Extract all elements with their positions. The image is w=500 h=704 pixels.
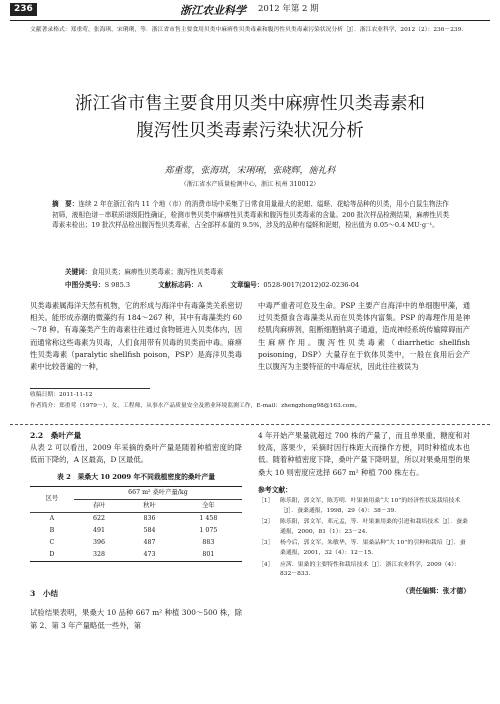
- table-cell: A: [49, 514, 55, 522]
- reference-number: ［4］: [258, 561, 274, 568]
- affiliation: （浙江省水产质量检测中心，浙江 杭州 310012）: [180, 181, 320, 188]
- table-subheader-autumn: 秋叶: [143, 501, 156, 509]
- abstract-label: 摘 要：: [52, 200, 79, 208]
- table-cell: 1 458: [199, 514, 218, 522]
- left-bottom-column: [30, 430, 242, 632]
- abstract-text: 连续 2 年在浙江省内 11 个地（市）的消费市场中采集了日常食用量最大的泥蚶、缢蛏、花蛤等品种的贝类，用小白鼠生物法作初筛，液相色谱－串联质谱级阳性确证，检测市售贝类中麻痹性贝类毒素和腹泻性贝类毒素的含量。200 批次样品检测结果，麻痹性贝类毒素未检出；19 批次样品检出腹泻性贝类毒素，占全部样本量的 9.5%，涉及的品种有缢蛏和泥蚶，检出值为 0.05～0.4 MU·g⁻¹。: [52, 200, 450, 230]
- responsible-editor: （责任编辑：张才德）: [402, 586, 470, 595]
- reference-text: 陈乐阳，郭文军，邓元孟，等．叶果兼用桑的引进和栽培技术［J］．蚕桑通报，2000，81（1）：23－24.: [280, 519, 468, 535]
- clc-number: [65, 280, 130, 290]
- table-cell: 622: [93, 514, 106, 522]
- table-cell: 396: [93, 538, 106, 546]
- doc-value: A: [197, 281, 203, 289]
- citation-format: 文献著录格式：郑重莺，张海琪，宋琍琍，等．浙江省市售主要食用贝类中麻痹性贝类毒素和腹泻性贝类毒素污染状况分析［J］．浙江农业科学，2012（2）：236－239.: [30, 27, 464, 33]
- issue-label: 2012 年第 2 期: [258, 4, 319, 14]
- abstract: [52, 199, 452, 231]
- table-subheader-annual: 全年: [202, 501, 215, 509]
- table-cell: 491: [93, 526, 106, 534]
- references-heading: 参考文献：: [258, 485, 292, 494]
- table-2-caption: 表 2 果桑大 10 2009 年不同栽植密度的桑叶产量: [56, 473, 216, 482]
- page-number: 236: [10, 3, 37, 16]
- table-cell: 1 075: [199, 526, 218, 534]
- table-row: [30, 537, 242, 549]
- header-rule: [10, 20, 490, 21]
- footnote-author-bio: 作者简介：郑重莺（1979－），女，工程师，从事水产品质量安全及渔业环境监测工作，E-mail：zhengzhong98@163.com。: [30, 403, 361, 409]
- reference-number: ［2］: [258, 519, 274, 526]
- article-title-line-1: 浙江省市售主要食用贝类中麻痹性贝类毒素和: [75, 94, 425, 114]
- reference-number: ［3］: [258, 540, 274, 547]
- footnote-received: 收稿日期：2011-11-12: [30, 392, 93, 398]
- doc-label: 文献标志码：: [158, 281, 198, 289]
- reference-text: 杨今后，郭文军，朱敏华，等．果桑品种“大 10”的引种和栽培［J］．蚕桑通报，2001，32（4）：12－15.: [280, 540, 466, 557]
- footnote-rule: [30, 388, 150, 389]
- keywords: [65, 267, 465, 277]
- intro-left-column: 贝类毒素属海洋天然有机物，它的形成与海洋中有毒藻类关系密切相关。能形成赤潮的微藻约有 184～267 种，其中有毒藻类约 60～78 种。有毒藻类产生的毒素往往通过食物链进入贝类体内，因而通常称这些毒素为贝毒，人们食用带有贝毒的贝类而中毒。麻痹性贝类毒素（paralytic shellfish poison，PSP）是海洋贝类毒素中比较普遍的一种，: [30, 301, 242, 371]
- table-cell: D: [49, 550, 55, 558]
- reference-number: ［1］: [258, 498, 274, 505]
- keywords-text: 食用贝类；麻痹性贝类毒素；腹泻性贝类毒素: [91, 268, 224, 276]
- table-cell: 883: [202, 538, 215, 546]
- clc-label: 中图分类号：: [65, 281, 105, 289]
- article-separator: [10, 424, 490, 425]
- section-2-2-text: 从表 2 可以看出，2009 年采摘的桑叶产量是随着种植密度的降低而下降的，A 区最高，D 区最低。: [30, 442, 242, 464]
- table-cell: 328: [93, 550, 106, 558]
- running-header: [0, 0, 500, 22]
- reference-item: [258, 539, 470, 558]
- journal-name: 浙江农业科学: [180, 4, 246, 17]
- table-cell: 487: [143, 538, 156, 546]
- table-header-region: 区号: [30, 486, 74, 512]
- id-value: 0528-9017(2012)02-0236-04: [263, 281, 360, 289]
- document-code: [158, 280, 202, 290]
- table-row: [30, 549, 242, 562]
- right-bottom-column: [258, 430, 470, 596]
- table-header-group: 667 m² 桑叶产量/kg: [74, 486, 242, 499]
- table-row: [30, 512, 242, 525]
- classification-line: [65, 280, 465, 290]
- section-3-heading: 3 小结: [30, 588, 59, 598]
- references-list: [258, 497, 470, 580]
- id-label: 文章编号：: [230, 281, 264, 289]
- table-cell: 801: [202, 550, 215, 558]
- table-cell: C: [49, 538, 55, 546]
- table-cell: 473: [143, 550, 156, 558]
- article-title-line-2: 腹泻性贝类毒素污染状况分析: [136, 121, 364, 141]
- keywords-label: 关键词：: [65, 268, 92, 276]
- conclusion-continuation: 4 年开始产果量就超过 700 株的产量了，而且单果重、糖度和对较高，落果少，采摘时因行株距大而操作方便，同时种植成本也低。随着种植密度下降，桑叶产量下降明显，所以对果桑用型的果桑大 10 则密度应选择 667 m² 种植 700 株左右。: [258, 431, 470, 477]
- table-cell: 836: [143, 514, 156, 522]
- section-3-text: 试验结果表明，果桑大 10 品种 667 m² 种植 300～500 株，除第 2、第 3 年产量略低一些外，第: [30, 608, 242, 630]
- clc-value: S 985.3: [104, 281, 131, 289]
- author-list: 郑重莺，张海琪，宋琍琍，张晓辉，施礼科: [164, 166, 336, 176]
- table-cell: B: [49, 526, 55, 534]
- article-id: [230, 280, 359, 290]
- table-subheader-spring: 春叶: [92, 501, 106, 509]
- reference-text: 应茜．果桑的主要特性和栽培技术［J］．浙江农业科学，2009（4）：832－833.: [280, 561, 461, 578]
- reference-item: [258, 561, 470, 580]
- table-cell: 584: [143, 526, 156, 534]
- table-2: [30, 486, 242, 562]
- section-2-2-heading: 2.2 桑叶产量: [30, 431, 82, 440]
- table-row: [30, 525, 242, 537]
- reference-item: [258, 497, 470, 516]
- reference-item: [258, 518, 470, 537]
- reference-text: 陈乐阳，郭文军，陈芳明．叶果兼用桑“大 10”的经济性状及栽培技术［J］．蚕桑通报，1998，29（4）：38－39.: [280, 498, 461, 514]
- intro-right-column: 中毒严重者可危及生命。PSP 主要产自海洋中的单细胞甲藻，通过贝类摄食含毒藻类从而在贝类体内富集。PSP 的毒理作用是神经肌肉麻痹剂，阻断细胞钠离子通道，造成神经系统传输障碍而产生麻痹作用。腹泻性贝类毒素（diarrhetic shellfish poisoning，DSP）大量存在于软体贝类中，一般在食用后会产生以腹泻为主要特征的中毒症状，因此往往被误为: [258, 301, 470, 371]
